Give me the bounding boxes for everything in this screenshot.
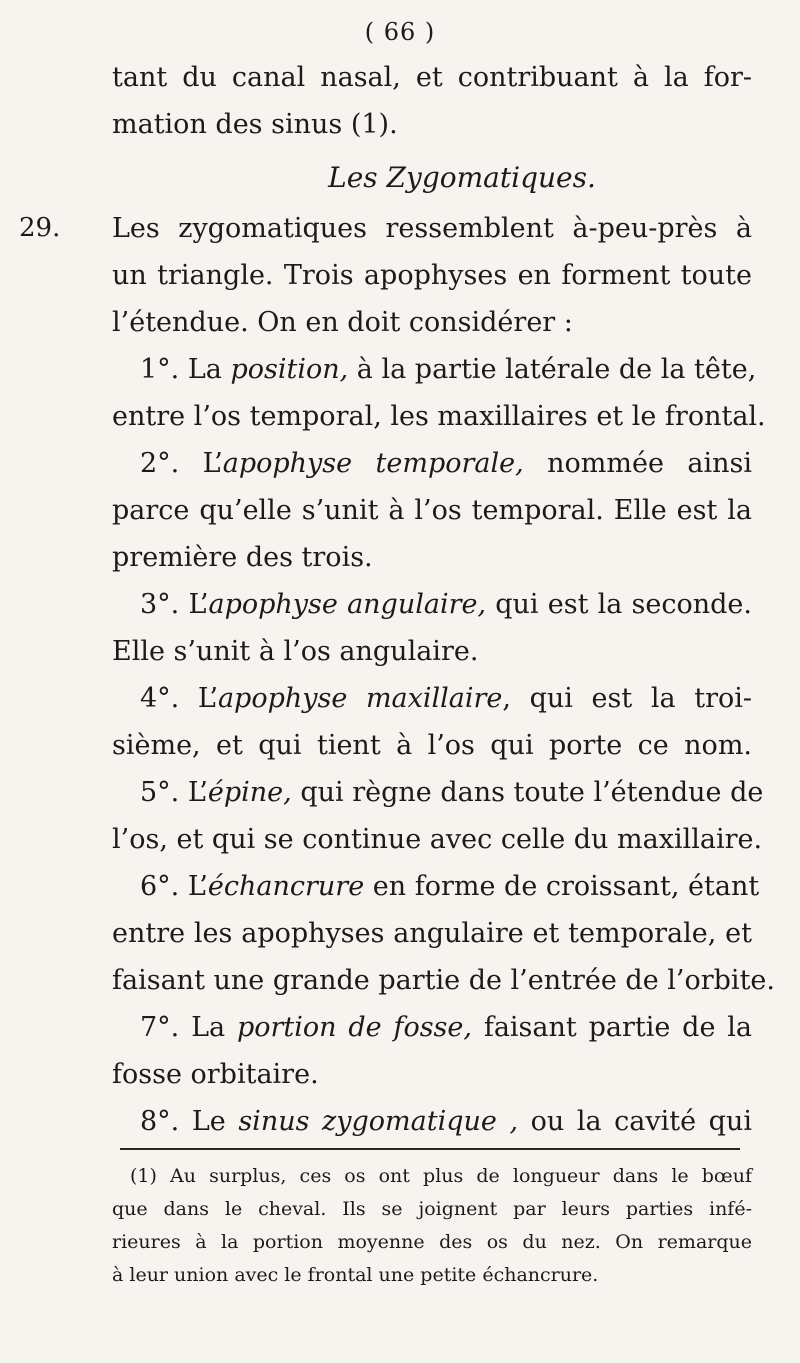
list-item-8: 8°. Le sinus zygomatique , ou la cavité qui [140,1106,752,1137]
list-item-6: 6°. L’échancrure en forme de croissant, étant [140,871,760,902]
text-line: tant du canal nasal, et contribuant à la for- [112,62,752,93]
item-term: sinus zygomatique , [238,1106,519,1137]
list-item-7: 7°. La portion de fosse, faisant partie de la [140,1012,752,1043]
text-line: sième, et qui tient à l’os qui porte ce nom. [112,730,752,761]
text-line: fosse orbitaire. [112,1059,319,1090]
list-item-3: 3°. L’apophyse angulaire, qui est la seconde. [140,589,752,620]
footnote-line: à leur union avec le frontal une petite échancrure. [112,1264,599,1286]
item-term: portion de fosse, [236,1012,472,1043]
paragraph-29 [19,205,752,346]
item-term: apophyse angulaire, [208,589,487,620]
item-term: apophyse maxillaire [217,683,503,714]
footnote-line: rieures à la portion moyenne des os du nez. On remarque [112,1231,752,1253]
footnote [112,1160,752,1292]
section-title: Les Zygomatiques. [328,161,596,194]
text-line: parce qu’elle s’unit à l’os temporal. Elle est la [112,495,752,526]
footnote-line: que dans le cheval. Ils se joignent par leurs parties infé- [112,1198,752,1220]
body-text [19,54,775,1145]
text-line: l’os, et qui se continue avec celle du maxillaire. [112,824,763,855]
list-item-5: 5°. L’épine, qui règne dans toute l’étendue de [140,777,764,808]
text-line: faisant une grande partie de l’entrée de l’orbite. [112,965,775,996]
text-line: Les zygomatiques ressemblent à-peu-près à [112,213,752,244]
list-item-2: 2°. L’apophyse temporale, nommée ainsi [140,448,752,479]
text-line: entre les apophyses angulaire et temporale, et [112,918,752,949]
footnote-divider [120,1148,740,1150]
footnote-line: (1) Au surplus, ces os ont plus de longueur dans le bœuf [130,1165,752,1187]
page-number: ( 66 ) [364,18,436,46]
item-term: échancrure [207,871,365,902]
list-item-1: 1°. La position, à la partie latérale de la tête, [140,354,757,385]
text-line: Elle s’unit à l’os angulaire. [112,636,479,667]
list-item-4: 4°. L’apophyse maxillaire, qui est la troi- [140,683,752,714]
text-line: entre l’os temporal, les maxillaires et le frontal. [112,401,766,432]
text-line: mation des sinus (1). [112,109,398,140]
item-term: apophyse temporale, [222,448,524,479]
text-line: l’étendue. On en doit considérer : [112,307,573,338]
text-line: un triangle. Trois apophyses en forment toute [112,260,752,291]
item-term: épine, [207,777,292,808]
paragraph-number: 29. [19,213,61,243]
item-term: position, [230,354,349,385]
text-line: première des trois. [112,542,373,573]
